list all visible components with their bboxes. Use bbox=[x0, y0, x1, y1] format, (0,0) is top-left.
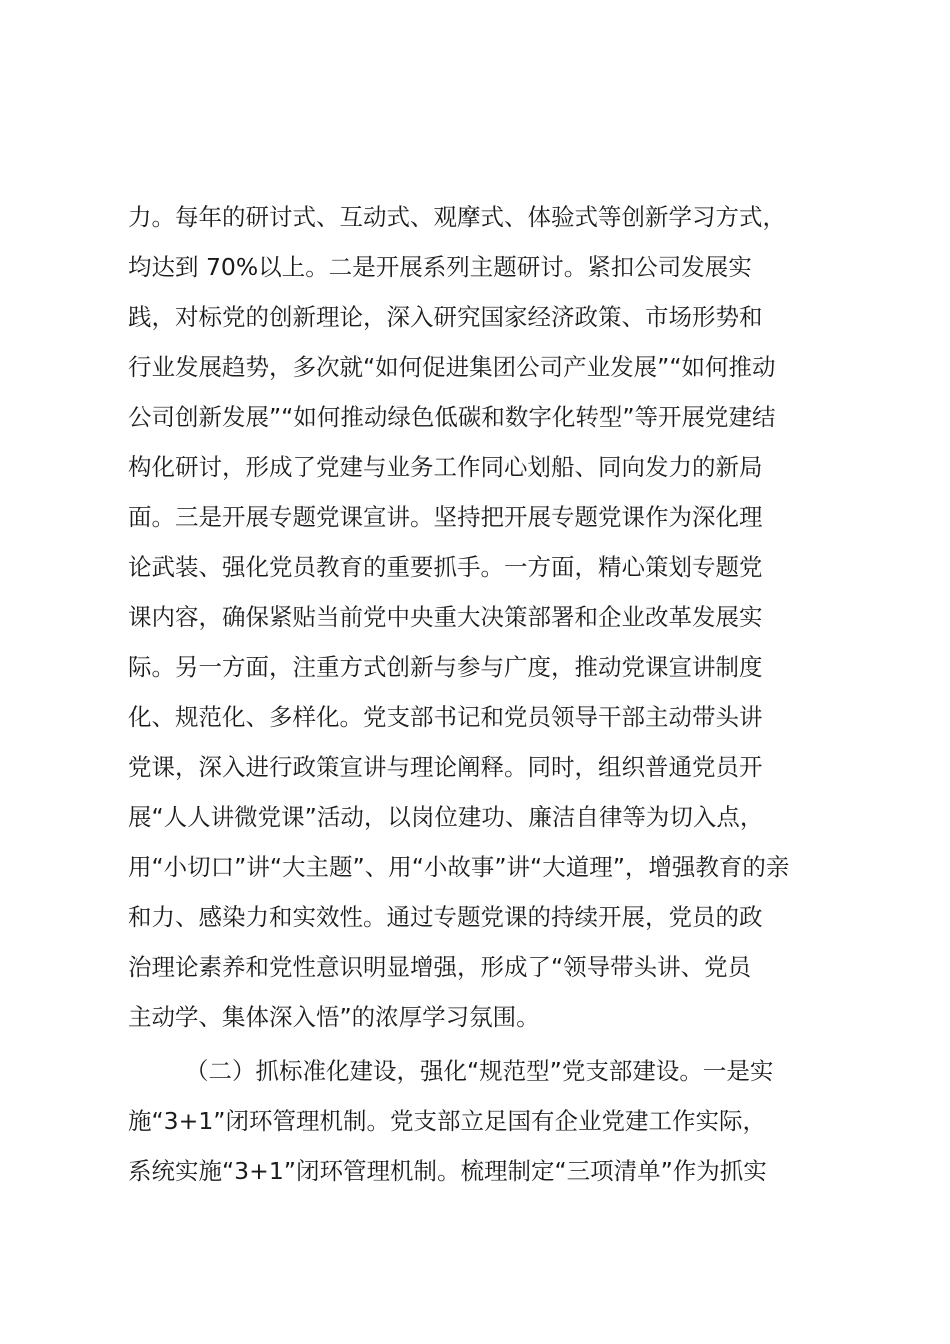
text-line: 公司创新发展”“如何推动绿色低碳和数字化转型”等开展党建结 bbox=[128, 403, 776, 431]
text-line: 和力、感染力和实效性。通过专题党课的持续开展，党员的政 bbox=[128, 903, 763, 931]
text-line: 主动学、集体深入悟”的浓厚学习氛围。 bbox=[128, 1003, 540, 1031]
text-line: （二）抓标准化建设，强化“规范型”党支部建设。一是实 bbox=[185, 1057, 774, 1085]
document-body bbox=[128, 192, 828, 1196]
text-line: 治理论素养和党性意识明显增强，形成了“领导带头讲、党员 bbox=[128, 953, 752, 981]
text-line: 践，对标党的创新理论，深入研究国家经济政策、市场形势和 bbox=[128, 303, 763, 331]
text-line: 力。每年的研讨式、互动式、观摩式、体验式等创新学习方式， bbox=[128, 203, 786, 231]
text-line: 系统实施“3+1”闭环管理机制。梳理制定“三项清单”作为抓实 bbox=[128, 1157, 767, 1185]
text-line: 党课，深入进行政策宣讲与理论阐释。同时，组织普通党员开 bbox=[128, 753, 763, 781]
text-line: 论武装、强化党员教育的重要抓手。一方面，精心策划专题党 bbox=[128, 553, 763, 581]
text-line: 构化研讨，形成了党建与业务工作同心划船、同向发力的新局 bbox=[128, 453, 763, 481]
paragraph-1 bbox=[128, 192, 828, 1042]
text-line: 课内容，确保紧贴当前党中央重大决策部署和企业改革发展实 bbox=[128, 603, 763, 631]
text-line: 展“人人讲微党课”活动，以岗位建功、廉洁自律等为切入点， bbox=[128, 803, 764, 831]
text-line: 际。另一方面，注重方式创新与参与广度，推动党课宣讲制度 bbox=[128, 653, 763, 681]
text-line: 用“小切口”讲“大主题”、用“小故事”讲“大道理”，增强教育的亲 bbox=[128, 853, 790, 881]
text-line: 面。三是开展专题党课宣讲。坚持把开展专题党课作为深化理 bbox=[128, 503, 763, 531]
text-line: 均达到 70%以上。二是开展系列主题研讨。紧扣公司发展实 bbox=[128, 253, 752, 281]
text-line: 化、规范化、多样化。党支部书记和党员领导干部主动带头讲 bbox=[128, 703, 763, 731]
text-line: 行业发展趋势，多次就“如何促进集团公司产业发展”“如何推动 bbox=[128, 353, 776, 381]
paragraph-2 bbox=[128, 1046, 828, 1196]
text-line: 施“3+1”闭环管理机制。党支部立足国有企业党建工作实际， bbox=[128, 1107, 766, 1135]
